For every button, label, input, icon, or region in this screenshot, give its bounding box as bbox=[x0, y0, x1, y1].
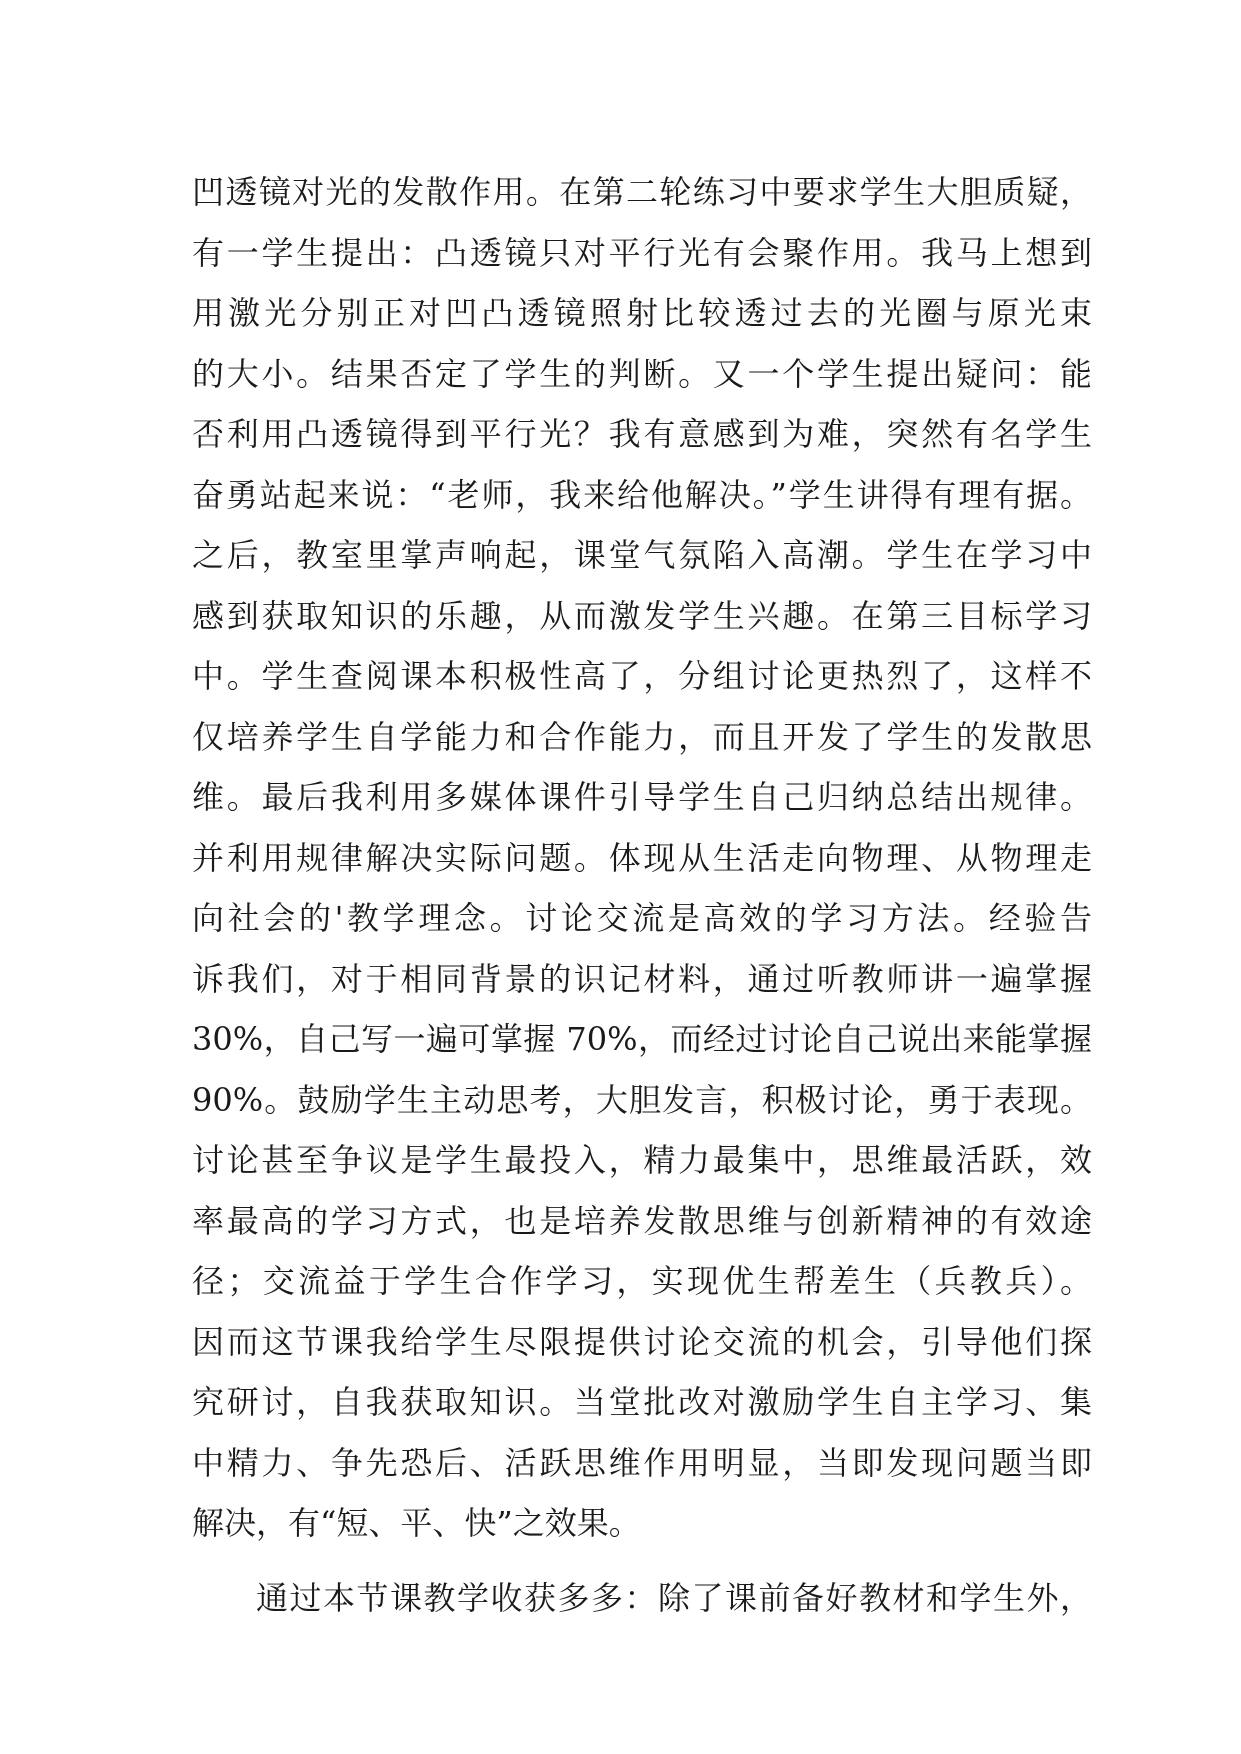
text-line: 通过本节课教学收获多多：除了课前备好教材和学生外， bbox=[256, 1578, 1092, 1617]
text-line: 用激光分别正对凹凸透镜照射比较透过去的光圈与原光束 bbox=[192, 294, 1092, 332]
text-line: 否利用凸透镜得到平行光？我有意感到为难，突然有名学生 bbox=[192, 415, 1092, 453]
text-line: 90%。鼓励学生主动思考，大胆发言，积极讨论，勇于表现。 bbox=[192, 1080, 1092, 1119]
text-line: 向社会的'教学理念。讨论交流是高效的学习方法。经验告 bbox=[192, 899, 1092, 937]
text-line: 诉我们，对于相同背景的识记材料，通过听教师讲一遍掌握 bbox=[192, 959, 1092, 998]
text-line: 解决，有“短、平、快”之效果。 bbox=[192, 1504, 641, 1542]
text-line: 究研讨，自我获取知识。当堂批改对激励学生自主学习、集 bbox=[192, 1383, 1092, 1421]
text-line: 仅培养学生自学能力和合作能力，而且开发了学生的发散思 bbox=[192, 717, 1092, 756]
text-line: 维。最后我利用多媒体课件引导学生自己归纳总结出规律。 bbox=[192, 778, 1092, 816]
text-line: 之后，教室里掌声响起，课堂气氛陷入高潮。学生在学习中 bbox=[192, 536, 1092, 574]
text-line: 率最高的学习方式，也是培养发散思维与创新精神的有效途 bbox=[192, 1201, 1092, 1240]
text-line: 凹透镜对光的发散作用。在第二轮练习中要求学生大胆质疑， bbox=[192, 173, 1092, 211]
text-line: 径；交流益于学生合作学习，实现优生帮差生（兵教兵）。 bbox=[192, 1262, 1092, 1300]
text-line: 中精力、争先恐后、活跃思维作用明显，当即发现问题当即 bbox=[192, 1443, 1092, 1482]
body-text bbox=[192, 162, 1092, 1628]
text-line: 因而这节课我给学生尽限提供讨论交流的机会，引导他们探 bbox=[192, 1322, 1092, 1361]
text-line: 的大小。结果否定了学生的判断。又一个学生提出疑问：能 bbox=[192, 354, 1092, 393]
text-line: 奋勇站起来说：“老师，我来给他解决。”学生讲得有理有据。 bbox=[192, 475, 1092, 514]
text-line: 并利用规律解决实际问题。体现从生活走向物理、从物理走 bbox=[192, 838, 1092, 877]
paragraph-gap bbox=[192, 1554, 1092, 1568]
paragraph bbox=[192, 1568, 1092, 1629]
text-line: 讨论甚至争议是学生最投入，精力最集中，思维最活跃，效 bbox=[192, 1141, 1092, 1179]
text-line: 感到获取知识的乐趣，从而激发学生兴趣。在第三目标学习 bbox=[192, 596, 1092, 635]
text-line: 有一学生提出：凸透镜只对平行光有会聚作用。我马上想到 bbox=[192, 233, 1092, 272]
text-line: 30%，自己写一遍可掌握 70%，而经过讨论自己说出来能掌握 bbox=[192, 1020, 1092, 1058]
text-line: 中。学生查阅课本积极性高了，分组讨论更热烈了，这样不 bbox=[192, 657, 1092, 695]
paragraph bbox=[192, 162, 1092, 1554]
